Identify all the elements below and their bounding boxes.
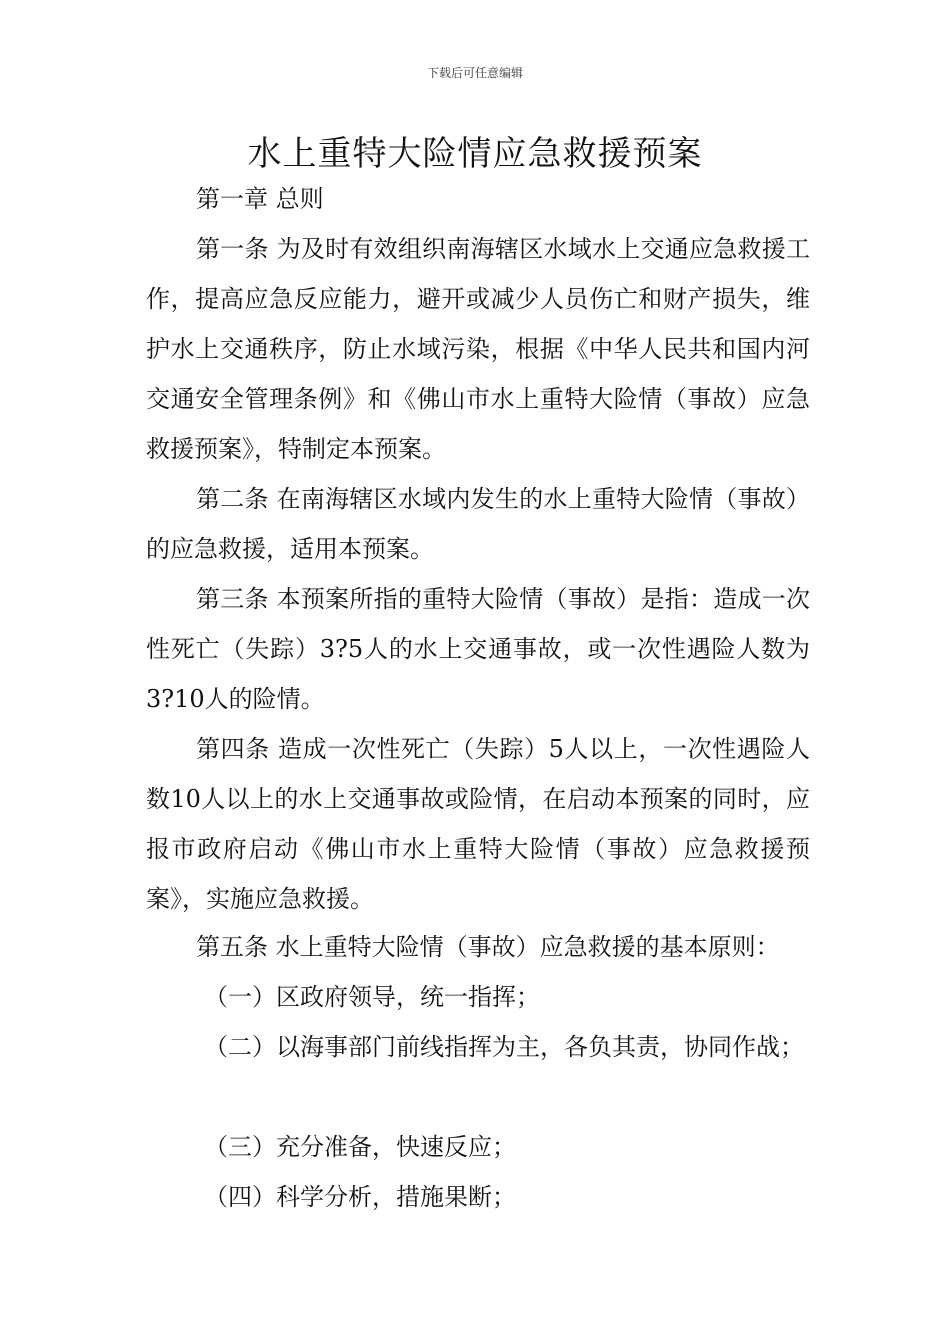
article-3-paragraph: 第三条 本预案所指的重特大险情（事故）是指：造成一次性死亡（失踪）3?5人的水上交通事故，或一次性遇险人数为3?10人的险情。 [146,585,810,713]
article-1-paragraph: 第一条 为及时有效组织南海辖区水域水上交通应急救援工作，提高应急反应能力，避开或减少人员伤亡和财产损失，维护水上交通秩序，防止水域污染，根据《中华人民共和国内河交通安全管理条例》和《佛山市水上重特大险情（事故）应急救援预案》，特制定本预案。 [146,235,810,463]
article-4-paragraph: 第四条 造成一次性死亡（失踪）5人以上，一次性遇险人数10人以上的水上交通事故或险情，在启动本预案的同时，应报市政府启动《佛山市水上重特大险情（事故）应急救援预案》，实施应急救援。 [146,735,810,913]
principle-item-1: （一）区政府领导，统一指挥； [204,983,540,1011]
chapter-heading: 第一章 总则 [196,185,324,213]
article-5-paragraph: 第五条 水上重特大险情（事故）应急救援的基本原则： [196,933,780,961]
document-title: 水上重特大险情应急救援预案 [247,134,703,174]
article-2-paragraph: 第二条 在南海辖区水域内发生的水上重特大险情（事故）的应急救援，适用本预案。 [146,485,810,563]
principle-item-3: （三）充分准备，快速反应； [204,1133,516,1161]
page-header-note: 下载后可任意编辑 [426,66,523,80]
principle-item-4: （四）科学分析，措施果断； [204,1183,516,1211]
principle-item-2: （二）以海事部门前线指挥为主，各负其责，协同作战； [204,1033,804,1061]
